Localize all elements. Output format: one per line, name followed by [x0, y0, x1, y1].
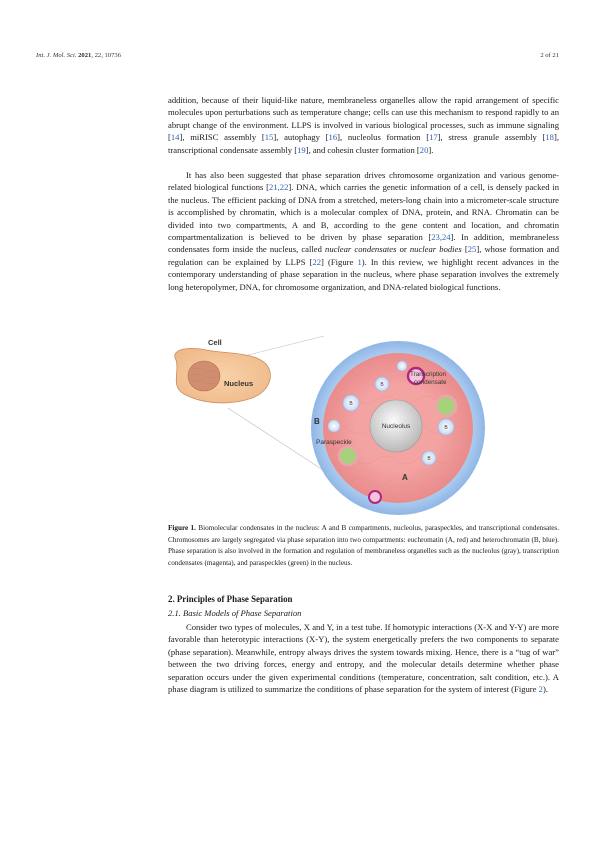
caption-text: Biomolecular condensates in the nucleus: A and B compartments, nucleolus, paraspeckles, and transcriptional condensates. Chromosomes are largely segregated via phase separation into two compartments: euchromatin (A, red) and heterochromatin (B, blue). Phase separation is also involved in the formation and regulation of membraneless organelles such as the nucleolus (gray), transcription condensates (magenta), and paraspeckles (green) in the nucleus. — [168, 524, 559, 567]
transcription-condensate — [369, 491, 381, 503]
b-compartment-small — [328, 420, 340, 432]
nucleolus-label: Nucleolus — [381, 423, 411, 430]
journal-volume: , 22, 10736 — [91, 52, 121, 59]
compartment-a-label: A — [402, 473, 408, 482]
citation-link[interactable]: 14 — [170, 132, 180, 143]
citation-link[interactable]: 21,22 — [269, 182, 289, 193]
paraspeckle — [436, 396, 456, 416]
nucleus-label: Nucleus — [224, 379, 254, 388]
citation-link[interactable]: 25 — [467, 244, 477, 255]
citation-link[interactable]: 17 — [429, 132, 438, 143]
subsection-2-1-header — [168, 608, 559, 618]
paragraph-2: It has also been suggested that phase separation drives chromosome organization and various genome-related biological functions [21,22]. DNA, which carries the genetic information of a cell, is densely packed in the nucleus. The efficient packing of DNA from a stretched, meters-long chain into a micrometer-scale structure is accomplished by chromatin, which is a molecular complex of DNA, protein, and RNA. Chromatin can be divided into two compartments, A and B, according to the gene content and location, and chromatin compartmentalization is believed to be driven by phase separation [23,24]. In addition, membraneless condensates form inside the nucleus, called nuclear condensates or nuclear bodies [25], whose formation and regulation can be explained by LLPS [22] (Figure 1). In this review, we highlight recent advances in the contemporary understanding of phase separation in the nucleus, where phase separation involves the extremely long heteropolymer, DNA, for chromosome organization, and DNA-related biological functions. — [168, 170, 560, 292]
section-2-header — [168, 594, 559, 604]
paraspeckle-label: Paraspeckle — [316, 439, 352, 446]
cell-label: Cell — [208, 338, 222, 347]
citation-link[interactable]: 22 — [312, 256, 322, 267]
figure-link[interactable]: 2 — [538, 684, 543, 695]
subsection-title: 2.1. Basic Models of Phase Separation — [168, 608, 302, 618]
citation-link[interactable]: 19 — [297, 144, 306, 155]
b-compartment-label: B — [380, 382, 384, 388]
figure-1-illustration — [166, 330, 526, 518]
citation-link[interactable]: 23,24 — [431, 232, 451, 243]
section-title: 2. Principles of Phase Separation — [168, 594, 293, 604]
citation-link[interactable]: 16 — [328, 132, 338, 143]
b-compartment-label: B — [444, 425, 448, 431]
journal-name: Int. J. Mol. Sci. — [36, 52, 77, 59]
b-compartment-label: B — [427, 456, 431, 462]
citation-link[interactable]: 18 — [545, 132, 554, 143]
figure-link[interactable]: 1 — [357, 256, 362, 267]
paragraph-1: addition, because of their liquid-like nature, membraneless organelles allow the rapid arrangement of specific molecules upon perturbations such as temperature change; cells can use this mechanism to respond rapidly to an abrupt change of the environment. LLPS is involved in various biological processes, such as immune signaling [14], miRISC assembly [15], autophagy [16], nucleolus formation [17], stress granule assembly [18], transcriptional condensate assembly [19], and cohesin cluster formation [20]. — [168, 95, 559, 155]
journal-year: 2021 — [78, 52, 92, 59]
b-compartment-label: B — [349, 401, 353, 407]
condensate-label: condensate — [414, 379, 447, 386]
caption-label: Figure 1. — [168, 524, 196, 532]
paraspeckle — [339, 447, 357, 465]
citation-link[interactable]: 15 — [264, 132, 274, 143]
compartment-b-label: B — [314, 417, 320, 426]
page-number: 2 of 21 — [540, 52, 559, 59]
running-header — [36, 52, 121, 59]
paragraph-3: Consider two types of molecules, X and Y, in a test tube. If homotypic interactions (X-X and Y-Y) are more favorable than heterotypic interactions (X-Y), the system energetically prefers the two components to separate (phase separation). Meanwhile, entropy always drives the system towards mixing. Hence, there is a “tug of war” between the two driving forces, energy and entropy, and the molecular details determine whether phase separation occurs under the given experimental conditions (temperature, concentration, salt condition, etc.). A phase diagram is utilized to summarize the conditions of phase separation for the system of interest (Figure 2). — [168, 622, 559, 695]
citation-link[interactable]: 20 — [419, 144, 429, 155]
figure-1-caption — [168, 523, 559, 569]
transcription-label: Transcription — [410, 371, 447, 378]
b-compartment-small — [397, 361, 407, 371]
